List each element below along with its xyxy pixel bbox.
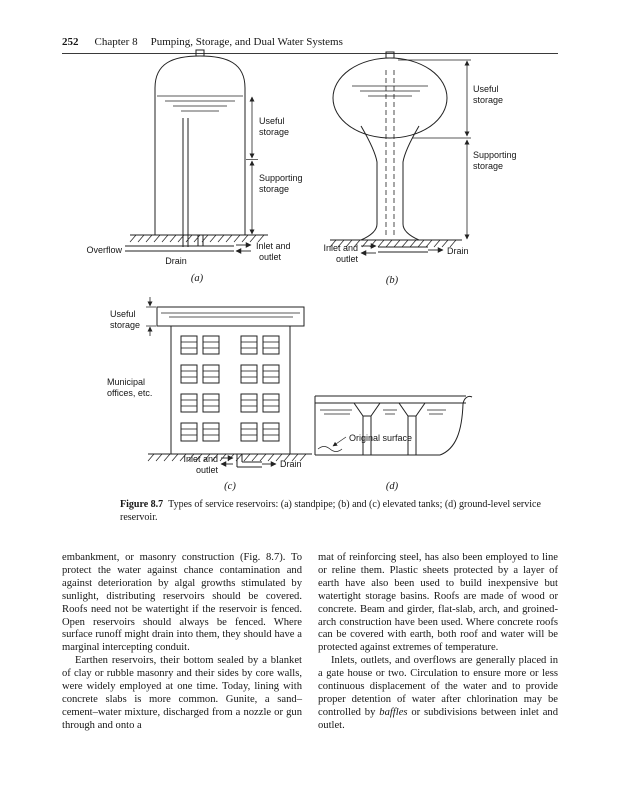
paragraph: mat of reinforcing steel, has also been employed to line or reline them. Plastic sheets protected by a layer of earth have also been used to build inexpensive but watertight storage basins. Roofs are made of wood or concrete. Beam and girder, flat-slab, arch, and groined-arch construction have been used. Where concrete roofs can be covered with earth, both roof and water will be protected against extremes of temperature. (318, 552, 558, 654)
supporting-storage-label: storage (259, 184, 290, 194)
subfigure-tag-b: (b) (385, 275, 399, 286)
supporting-storage-label: storage (473, 161, 504, 171)
ground-level-reservoir-diagram (315, 396, 472, 455)
roof-slab (315, 396, 466, 403)
subfigure-tag-d: (d) (385, 481, 399, 492)
water-surface (320, 410, 446, 414)
supporting-storage-label: Supporting (473, 150, 517, 160)
paragraph: embankment, or masonry construction (Fig. 8.7). To protect the water against chance contamination and against deterioration by algal growths stimulated by sunlight, distributing reservoirs should be covered. Roofs need not be watertight if the reservoir is fenced. Open reservoirs should always be fenced. Where surface runoff might drain into them, they should have a marginal intercepting conduit. (62, 552, 302, 654)
drain-label: Drain (165, 256, 187, 266)
useful-storage-label: storage (473, 95, 504, 105)
useful-storage-label: Useful (473, 84, 499, 94)
vent-stub (196, 50, 204, 56)
overflow-label: Overflow (86, 245, 122, 255)
useful-storage-label: Useful (259, 116, 285, 126)
inlet-outlet-label: Inlet and (256, 241, 291, 251)
standpipe-labels (86, 116, 302, 284)
paragraph (318, 655, 558, 732)
dimension-extension (146, 307, 156, 326)
paragraph-text: or subdivisions between inlet and outlet. (318, 706, 559, 731)
subfigure-tag-a: (a) (190, 273, 204, 284)
figure-caption (120, 498, 558, 524)
pedestal (403, 126, 419, 240)
elevated-tank-diagram (330, 52, 471, 253)
chapter-title: Pumping, Storage, and Dual Water Systems (150, 36, 343, 48)
office-building-reservoir-diagram (146, 297, 312, 467)
bottom-pipe (378, 247, 428, 252)
figure-caption-text: Types of service reservoirs: (a) standpipe; (b) and (c) elevated tanks; (d) ground-level service reservoir. (120, 499, 541, 523)
elevated-tank-labels (323, 84, 516, 286)
body-right-column (318, 552, 558, 733)
municipal-offices-label: Municipal (107, 377, 146, 387)
paragraph: Earthen reservoirs, their bottom sealed by a blanket of clay or rubble masonry and their sides by core walls, were widely employed at one time. Today, lining with concrete slabs is more common. Gunite, a sand–cement–water mixture, discharged from a nozzle or gun through and onto a (62, 655, 302, 731)
pedestal (361, 126, 377, 240)
water-surface (352, 86, 428, 96)
water-surface (157, 96, 243, 111)
overflow-riser-pipe (183, 118, 188, 247)
baffles-italic: baffles (379, 706, 408, 718)
earth-mound (440, 396, 472, 455)
chapter-label: Chapter 8 (94, 36, 138, 48)
inlet-outlet-label: outlet (259, 252, 282, 262)
paragraph-text: Inlets, outlets, and overflows are generally placed in a gate house or two. Circulation to ensure more or less continuous displacement of the water and to provide proper detention of water after chlorination may be controlled by (318, 655, 558, 718)
ground-reservoir-labels (349, 433, 412, 492)
figure-caption-label: Figure 8.7 (120, 499, 164, 510)
vent-stub (386, 52, 394, 58)
inlet-outlet-label: Inlet and (183, 454, 218, 464)
mushroom-column (354, 403, 380, 455)
riser-pipe-dashed (386, 70, 394, 238)
mushroom-column (399, 403, 425, 455)
municipal-offices-label: offices, etc. (107, 388, 153, 398)
building-windows (181, 336, 279, 441)
standpipe-dome (155, 56, 245, 88)
page-number: 252 (62, 36, 79, 48)
water-surface (161, 313, 300, 317)
inlet-outlet-label: Inlet and (323, 243, 358, 253)
useful-storage-label: storage (259, 127, 290, 137)
body-left-column (62, 552, 302, 733)
subfigure-tag-c: (c) (224, 481, 236, 492)
tank-bowl (333, 58, 447, 138)
dimension-extension (398, 60, 471, 138)
useful-storage-label: storage (110, 320, 141, 330)
inlet-outlet-label: outlet (335, 254, 358, 264)
roof-tank (157, 307, 304, 326)
original-surface-line (318, 447, 342, 452)
drain-label: Drain (447, 246, 469, 256)
supporting-storage-label: Supporting (259, 173, 303, 183)
useful-storage-label: Useful (110, 309, 136, 319)
ground-hatch (130, 235, 264, 242)
inlet-outlet-label: outlet (195, 465, 218, 475)
standpipe-diagram (125, 50, 268, 251)
original-surface-label: Original surface (349, 433, 413, 443)
drain-label: Drain (280, 459, 302, 469)
drain-pipe (125, 235, 234, 251)
original-surface-leader-arrow (333, 437, 346, 446)
